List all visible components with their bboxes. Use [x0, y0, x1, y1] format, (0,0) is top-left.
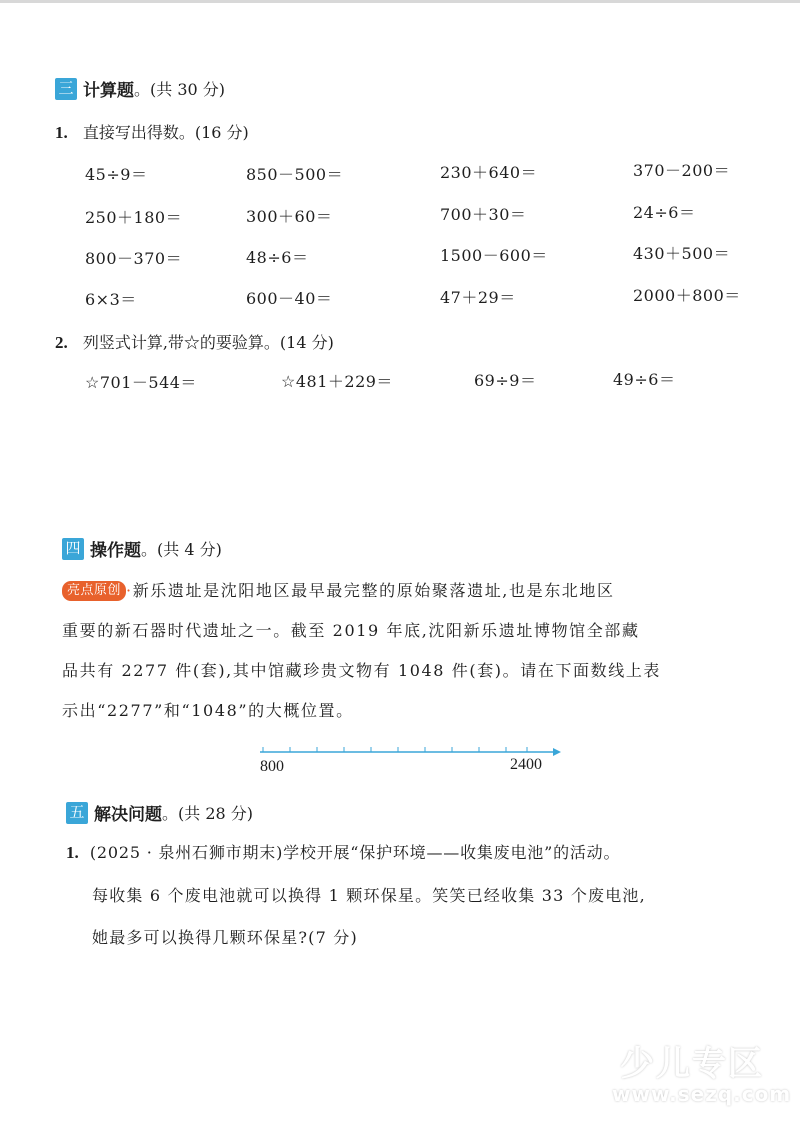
equation: 230＋640＝	[440, 163, 538, 182]
equation: 300＋60＝	[246, 207, 333, 226]
vertical-calc-item: 69÷9＝	[474, 371, 537, 390]
section-4-badge: 四	[62, 538, 84, 560]
section-4-title: 操作题	[90, 541, 141, 561]
section-5-badge: 五	[66, 802, 88, 824]
question-text-line: 她最多可以换得几颗环保星?(7 分)	[92, 928, 358, 947]
paragraph-line: 示出“2277”和“1048”的大概位置。	[62, 701, 354, 720]
vertical-calc-item: 49÷6＝	[613, 370, 676, 389]
question-5-1	[66, 840, 620, 863]
equation: 48÷6＝	[246, 248, 309, 267]
vertical-calc-item: ☆701－544＝	[85, 373, 197, 392]
section-5-heading	[66, 800, 253, 825]
paragraph-line: 亮点原创 ·新乐遗址是沈阳地区最早最完整的原始聚落遗址,也是东北地区	[62, 573, 615, 609]
question-text: 列竖式计算,带☆的要验算。(14 分)	[82, 333, 334, 352]
equation: 47＋29＝	[440, 288, 516, 307]
section-4-score: 。(共 4 分)	[141, 540, 222, 559]
equation: 700＋30＝	[440, 205, 527, 224]
paragraph-line: 品共有 2277 件(套),其中馆藏珍贵文物有 1048 件(套)。请在下面数线上表	[62, 661, 662, 680]
equation: 24÷6＝	[633, 203, 696, 222]
watermark-url: www.sezq.com	[612, 1082, 792, 1106]
highlight-original-tag: 亮点原创	[62, 581, 126, 601]
question-number: 1.	[66, 843, 79, 862]
paragraph-line: 重要的新石器时代遗址之一。截至 2019 年底,沈阳新乐遗址博物馆全部藏	[62, 621, 640, 640]
watermark-title: 少儿专区	[620, 1044, 764, 1084]
section-3-badge: 三	[55, 78, 77, 100]
equation: 800－370＝	[85, 249, 183, 268]
equation: 6×3＝	[85, 290, 137, 309]
section-3-heading	[55, 76, 225, 101]
equation: 2000＋800＝	[633, 286, 741, 305]
question-text: (2025 · 泉州石狮市期末)学校开展“保护环境——收集废电池”的活动。	[89, 843, 621, 862]
equation: 850－500＝	[246, 165, 344, 184]
section-5-score: 。(共 28 分)	[162, 804, 254, 823]
top-edge-line	[0, 0, 800, 3]
question-text-line: 每收集 6 个废电池就可以换得 1 颗环保星。笑笑已经收集 33 个废电池,	[92, 886, 646, 905]
section-4-heading	[62, 536, 222, 561]
section-3-score: 。(共 30 分)	[134, 80, 226, 99]
equation: 1500－600＝	[440, 246, 548, 265]
equation: 370－200＝	[633, 161, 731, 180]
section-5-title: 解决问题	[94, 805, 162, 825]
equation: 600－40＝	[246, 289, 333, 308]
number-line-start-label: 800	[260, 758, 284, 775]
paragraph-text: 新乐遗址是沈阳地区最早最完整的原始聚落遗址,也是东北地区	[132, 581, 615, 600]
equation: 430＋500＝	[633, 244, 731, 263]
equation: 45÷9＝	[85, 165, 148, 184]
question-3-1	[55, 120, 249, 143]
question-text: 直接写出得数。(16 分)	[82, 123, 249, 142]
question-number: 2.	[55, 333, 68, 352]
question-number: 1.	[55, 123, 68, 142]
vertical-calc-item: ☆481＋229＝	[281, 372, 393, 391]
section-3-title: 计算题	[83, 81, 134, 101]
number-line-end-label: 2400	[510, 756, 542, 773]
equation: 250＋180＝	[85, 208, 183, 227]
question-3-2	[55, 330, 334, 353]
